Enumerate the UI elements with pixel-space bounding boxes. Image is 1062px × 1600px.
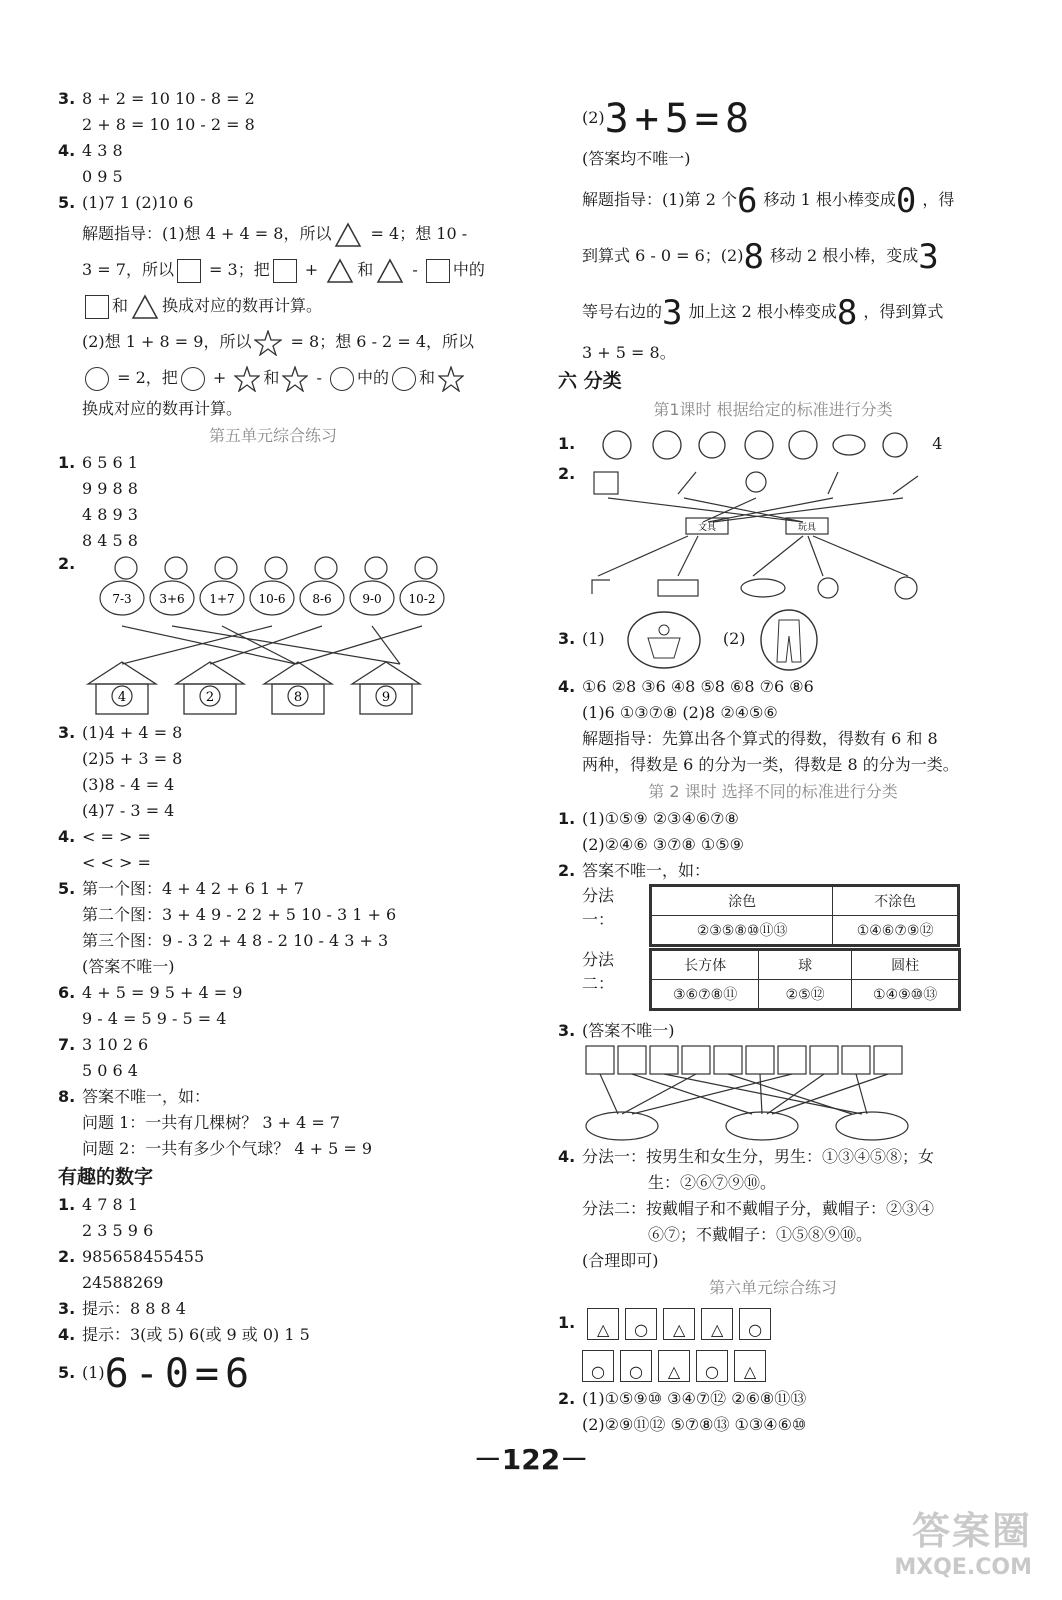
l1q4-line1: 4. ①6 ②8 ③6 ④8 ⑤8 ⑥8 ⑦6 ⑧6 [558, 677, 814, 696]
u4-line1: 4. < = > = [58, 827, 151, 846]
page-number: －122－ [473, 1443, 589, 1476]
u1-line2: 9 9 8 8 [82, 479, 138, 498]
duck-label: 1+7 [209, 592, 235, 606]
lesson1-title: 第1课时 根据给定的标准进行分类 [653, 400, 893, 419]
duck [100, 557, 144, 615]
shape-box: △ [701, 1308, 733, 1340]
u6-line2: 9 - 4 = 5 9 - 5 = 4 [82, 1009, 227, 1028]
duck-label: 7-3 [112, 592, 132, 606]
watermark-top: 答案圈 [911, 1509, 1032, 1553]
method2-table: 长方体 球 圆柱 ③⑥⑦⑧⑪ ②⑤⑫ ①④⑨⑩⑬ [649, 948, 961, 1011]
matchstick-8: 8 [743, 236, 770, 277]
u1-line4: 8 4 5 8 [82, 531, 138, 550]
f2-line2: 24588269 [82, 1273, 164, 1292]
f1-line1: 1. 4 7 8 1 [58, 1195, 138, 1214]
r6-line: 3 + 5 = 8。 [582, 343, 676, 362]
shape-box: ○ [582, 1350, 614, 1382]
trousers-picture [759, 608, 819, 672]
box-stationery: 文具 [697, 523, 717, 533]
u6q2-line1: 2. (1)①⑤⑨⑩ ③④⑦⑫ ②⑥⑧⑪⑬ [558, 1389, 807, 1408]
u1-line1: 1. 6 5 6 1 [58, 453, 138, 472]
right-column [558, 90, 988, 1438]
shape-box: △ [663, 1308, 695, 1340]
u7-line2: 5 0 6 4 [82, 1061, 138, 1080]
shape-box: ○ [696, 1350, 728, 1382]
l1q1-line: 1. 4 [558, 424, 988, 464]
star-icon [254, 330, 282, 356]
house [176, 662, 244, 714]
l2q1-line2: (2)②④⑥ ③⑦⑧ ①⑤⑨ [582, 835, 744, 854]
unit5-title: 第五单元综合练习 [208, 426, 337, 445]
q5-line1: 5. (1)7 1 (2)10 6 [58, 193, 194, 212]
q4-line2: 0 9 5 [82, 167, 123, 186]
method1-row: 分法一： 涂色 不涂色 ②③⑤⑧⑩⑪⑬ ①④⑥⑦⑨⑫ [558, 884, 988, 948]
lesson2-title: 第 2 课时 选择不同的标准进行分类 [648, 782, 898, 801]
f4-line: 4. 提示：3(或 5) 6(或 9 或 0) 1 5 [58, 1325, 310, 1344]
triangle-icon [131, 294, 159, 320]
triangle-icon [326, 258, 354, 284]
ducks-group [100, 557, 444, 615]
u6q1-row1: 1. △ ○ △ △ ○ [558, 1302, 988, 1344]
q5-guide-5: = 2，把 + 和 - 中的 和 [58, 360, 488, 396]
house [264, 662, 332, 714]
house [88, 662, 156, 714]
q3-line1: 3. 8 + 2 = 10 10 - 8 = 2 [58, 89, 255, 108]
u3-line4: (4)7 - 3 = 4 [82, 801, 175, 820]
l2q4-line5: (合理即可) [582, 1251, 659, 1270]
duck [150, 557, 194, 615]
l2q1-line1: 1. (1)①⑤⑨ ②③④⑥⑦⑧ [558, 809, 739, 828]
house-number: 8 [293, 690, 303, 705]
duck [350, 557, 394, 615]
u7-line1: 7. 3 10 2 6 [58, 1035, 149, 1054]
duck [300, 557, 344, 615]
u8-line2: 问题 1：一共有几棵树？ 3 + 4 = 7 [82, 1113, 341, 1132]
matchstick-expression: 3+5=8 [604, 95, 756, 142]
square-icon [85, 295, 109, 319]
q5-guide-6: 换成对应的数再计算。 [82, 399, 243, 418]
method1-table: 涂色 不涂色 ②③⑤⑧⑩⑪⑬ ①④⑥⑦⑨⑫ [649, 884, 960, 947]
l1q2-figure: 2. 文具 玩具 [558, 464, 988, 604]
u5-line1: 5. 第一个图：4 + 4 2 + 6 1 + 7 [58, 879, 304, 898]
l2q2-line: 2. 答案不唯一，如： [558, 861, 711, 880]
house-number: 9 [381, 690, 391, 705]
q5-guide-2: 3 = 7，所以 = 3；把 + 和 - 中的 [58, 252, 488, 288]
shape-box: △ [734, 1350, 766, 1382]
u3-line2: (2)5 + 3 = 8 [82, 749, 183, 768]
f1-line2: 2 3 5 9 6 [82, 1221, 154, 1240]
box-toys: 玩具 [797, 523, 817, 533]
matchstick-expression: 6-0=6 [104, 1350, 256, 1397]
unit6-title: 第六单元综合练习 [708, 1278, 837, 1297]
duck [400, 557, 444, 615]
shape-box: ○ [739, 1308, 771, 1340]
duck [200, 557, 244, 615]
f5-line: 5. (1)6-0=6 [58, 1350, 256, 1397]
star-icon [234, 366, 260, 392]
q5-guide-4: (2)想 1 + 8 = 9，所以 = 8；想 6 - 2 = 4，所以 [58, 324, 488, 360]
matchstick-8: 8 [836, 292, 864, 333]
q4-line1: 4. 4 3 8 [58, 141, 123, 160]
duck-label: 9-0 [362, 592, 382, 606]
r4-line: 到算式 6 - 0 = 6；(2)8移动 2 根小棒，变成3 [558, 228, 988, 284]
duck-label: 3+6 [159, 592, 185, 606]
duck-label: 8-6 [312, 592, 332, 606]
u2-ducks-figure: 2. 7-3 3+6 1+7 10-6 8-6 9-0 10-2 4 2 8 9 [58, 554, 488, 720]
square-icon [426, 259, 450, 283]
circle-icon [85, 367, 109, 391]
u5-line4: (答案不唯一) [82, 957, 175, 976]
cupcake-picture [624, 608, 704, 672]
u6-line1: 6. 4 + 5 = 9 5 + 4 = 9 [58, 983, 243, 1002]
q5-guide-1: 解题指导：(1)想 4 + 4 = 8，所以 = 4；想 10 - [58, 216, 488, 252]
house-number: 2 [205, 690, 215, 705]
l2q4-line4: ⑥⑦；不戴帽子：①⑤⑧⑨⑩。 [648, 1225, 873, 1244]
ducks-houses-diagram [82, 554, 482, 720]
f3-line: 3. 提示：8 8 8 4 [58, 1299, 186, 1318]
matchstick-3: 3 [918, 236, 945, 277]
square-icon [273, 259, 297, 283]
l2q4-line2: 生：②⑥⑦⑨⑩。 [648, 1173, 777, 1192]
fun-numbers-title: 有趣的数字 [58, 1166, 154, 1188]
l1q4-line2: (1)6 ①③⑦⑧ (2)8 ②④⑤⑥ [582, 703, 778, 722]
animal-pictures-row [587, 428, 927, 462]
houses-group [88, 662, 420, 714]
star-icon [438, 366, 464, 392]
triangle-icon [334, 222, 362, 248]
watermark [872, 1500, 1032, 1580]
watermark-bottom: MXQE.COM [894, 1555, 1032, 1580]
l2q4-line3: 分法二：按戴帽子和不戴帽子分，戴帽子：②③④ [582, 1199, 935, 1218]
u8-line1: 8. 答案不唯一，如： [58, 1087, 211, 1106]
matchstick-0: 0 [895, 180, 923, 221]
left-column [58, 86, 488, 1398]
l2q4-line1: 4. 分法一：按男生和女生分，男生：①③④⑤⑧；女 [558, 1147, 935, 1166]
matchstick-3: 3 [662, 292, 689, 333]
shape-box: △ [587, 1308, 619, 1340]
q5-guide-3: 和 换成对应的数再计算。 [58, 288, 488, 324]
l1q3-line: 3. (1) (2) [558, 604, 988, 674]
r5-line: 等号右边的3加上这 2 根小棒变成8，得到算式 [558, 284, 988, 340]
u3-line3: (3)8 - 4 = 4 [82, 775, 175, 794]
food-sorting-diagram [582, 1044, 942, 1144]
shape-box: ○ [625, 1308, 657, 1340]
duck [250, 557, 294, 615]
circle-icon [330, 367, 354, 391]
l1q4-line3: 解题指导：先算出各个算式的得数，得数有 6 和 8 [582, 729, 938, 748]
square-icon [177, 259, 201, 283]
u4-line2: < < > = [82, 853, 151, 872]
matchstick-6: 6 [737, 180, 764, 221]
q3-line2: 2 + 8 = 10 10 - 2 = 8 [82, 115, 255, 134]
duck-label: 10-6 [258, 592, 286, 606]
r3-line: 解题指导：(1)第 2 个6移动 1 根小棒变成0，得 [558, 172, 988, 228]
circle-icon [181, 367, 205, 391]
f2-line1: 2. 985658455455 [58, 1247, 205, 1266]
chapter-six-title: 六 分类 [558, 370, 622, 392]
l2q3-line: 3. (答案不唯一) [558, 1021, 675, 1040]
l2q3-figure [558, 1044, 988, 1144]
u6q2-line2: (2)②⑨⑪⑫ ⑤⑦⑧⑬ ①③④⑥⑩ [582, 1415, 807, 1434]
u5-line3: 第三个图：9 - 3 2 + 4 8 - 2 10 - 4 3 + 3 [82, 931, 389, 950]
method2-row: 分法二： 长方体 球 圆柱 ③⑥⑦⑧⑪ ②⑤⑫ ①④⑨⑩⑬ [558, 948, 988, 1018]
house-number: 4 [117, 690, 127, 705]
triangle-icon [376, 258, 404, 284]
r1-line: (2)3+5=8 [558, 90, 988, 146]
u8-line3: 问题 2：一共有多少个气球？ 4 + 5 = 9 [82, 1139, 373, 1158]
u1-line3: 4 8 9 3 [82, 505, 138, 524]
house [352, 662, 420, 714]
stationery-toys-diagram [588, 464, 968, 604]
star-icon [282, 366, 308, 392]
r2-line: (答案均不唯一) [582, 149, 691, 168]
duck-label: 10-2 [408, 592, 436, 606]
connection-lines [122, 626, 422, 664]
shape-box: △ [658, 1350, 690, 1382]
l1q4-line4: 两种，得数是 6 的分为一类，得数是 8 的分为一类。 [582, 755, 959, 774]
u5-line2: 第二个图：3 + 4 9 - 2 2 + 5 10 - 3 1 + 6 [82, 905, 397, 924]
circle-icon [392, 367, 416, 391]
u6q1-row2 [558, 1344, 988, 1386]
u3-line1: 3. (1)4 + 4 = 8 [58, 723, 183, 742]
shape-box: ○ [620, 1350, 652, 1382]
